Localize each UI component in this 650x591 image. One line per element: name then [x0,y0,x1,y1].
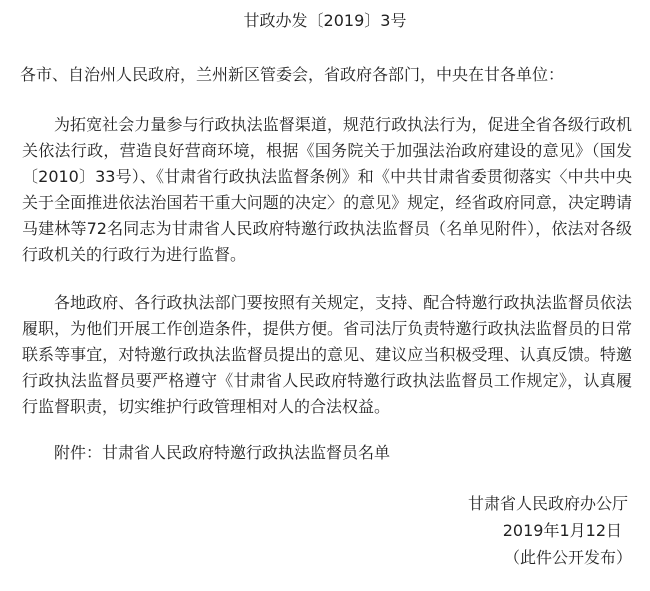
body-paragraph-1: 为拓宽社会力量参与行政执法监督渠道，规范行政执法行为，促进全省各级行政机关依法行政，营造良好营商环境，根据《国务院关于加强法治政府建设的意见》（国发〔2010〕33号）、《甘肃省行政执法监督条例》和《中共甘肃省委贯彻落实〈中共中央关于全面推进依法治国若干重大问题的决定〉的意见》规定，经省政府同意，决定聘请马建林等72名同志为甘肃省人民政府特邀行政执法监督员（名单见附件），依法对各级行政机关的行政行为进行监督。 [22,115,632,264]
document-number: 甘政办发〔2019〕3号 [243,11,407,30]
salutation: 各市、自治州人民政府，兰州新区管委会，省政府各部门，中央在甘各单位： [20,65,565,84]
issuing-organization: 甘肃省人民政府办公厅 [467,494,628,513]
body-paragraph-2: 各地政府、各行政执法部门要按照有关规定，支持、配合特邀行政执法监督员依法履职，为他们开展工作创造条件，提供方便。省司法厅负责特邀行政执法监督员的日常联系等事宜，对特邀行政执法监督员提出的意见、建议应当积极受理、认真反馈。特邀行政执法监督员要严格遵守《甘肃省人民政府特邀行政执法监督员工作规定》，认真履行监督职责，切实维护行政管理相对人的合法权益。 [22,293,632,416]
issue-date: 2019年1月12日 [502,521,622,540]
publication-note: （此件公开发布） [503,548,632,567]
attachment-line: 附件：甘肃省人民政府特邀行政执法监督员名单 [54,443,391,462]
